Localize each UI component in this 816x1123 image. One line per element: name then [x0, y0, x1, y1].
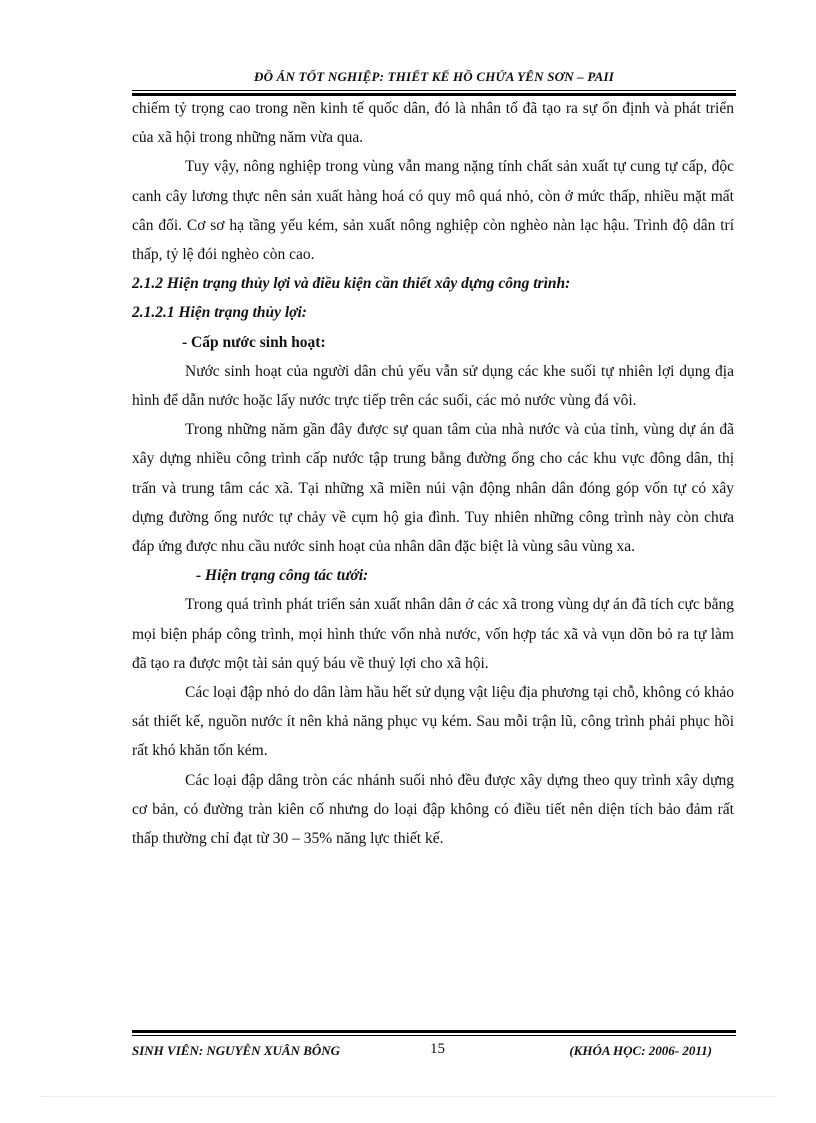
- page-number: 15: [430, 1041, 445, 1057]
- paragraph: Trong quá trình phát triển sản xuất nhân dân ở các xã trong vùng dự án đã tích cực bằng mọi biện pháp công trình, mọi hình thức vốn nhà nước, vốn hợp tác xã và vụn dõn bỏ ra tự làm đã tạo ra được một tài sản quý báu về thuỷ lợi cho xã hội.: [132, 596, 734, 672]
- paragraph: Các loại đập nhỏ do dân làm hầu hết sử dụng vật liệu địa phương tại chỗ, không có khảo sát thiết kế, nguồn nước ít nên khả năng phục vụ kém. Sau mỗi trận lũ, công trình phải phục hồi rất khó khăn tốn kém.: [132, 684, 734, 760]
- paragraph: Tuy vậy, nông nghiệp trong vùng vẫn mang nặng tính chất sản xuất tự cung tự cấp, độc canh cây lương thực nên sản xuất hàng hoá có quy mô quá nhỏ, còn ở mức thấp, nhiều mặt mất cân đối. Cơ sơ hạ tầng yếu kém, sản xuất nông nghiệp còn nghèo nàn lạc hậu. Trình độ dân trí thấp, tỷ lệ đói nghèo còn cao.: [132, 158, 734, 264]
- paragraph: Nước sinh hoạt của người dân chủ yếu vẫn sử dụng các khe suối tự nhiên lợi dụng địa hình để dẫn nước hoặc lấy nước trực tiếp trên các suối, các mỏ nước vùng đá vôi.: [132, 362, 734, 410]
- footer-rule-thick: [132, 1030, 736, 1033]
- bottom-dotted-line: [40, 1096, 776, 1097]
- footer-student-name: SINH VIÊN: NGUYỄN XUÂN BÔNG: [132, 1043, 341, 1058]
- footer-course-years: (KHÓA HỌC: 2006- 2011): [569, 1043, 712, 1058]
- page-header-title: ĐỒ ÁN TỐT NGHIỆP: THIẾT KẾ HỒ CHỨA YÊN SƠN – PAII: [254, 69, 614, 84]
- paragraph: Các loại đập dâng tròn các nhánh suối nhỏ đều được xây dựng theo quy trình xây dựng cơ bản, có đường tràn kiên cố nhưng do loại đập không có điều tiết nên diện tích bảo đảm rất thấp thường chỉ đạt từ 30 – 35% năng lực thiết kế.: [132, 771, 734, 848]
- page-footer: [132, 1043, 736, 1063]
- subsection-heading: 2.1.2.1 Hiện trạng thủy lợi:: [132, 304, 307, 322]
- page-body: [132, 94, 734, 853]
- header-rule-thin: [132, 90, 736, 91]
- section-heading: 2.1.2 Hiện trạng thủy lợi và điều kiện cần thiết xây dựng công trình:: [132, 275, 571, 293]
- paragraph: chiếm tỷ trọng cao trong nền kinh tế quốc dân, đó là nhân tố đã tạo ra sự ổn định và phát triển của xã hội trong những năm vừa qua.: [132, 100, 734, 147]
- footer-rule-thin: [132, 1035, 736, 1036]
- topic-heading: - Hiện trạng công tác tưới:: [196, 567, 369, 585]
- paragraph: Trong những năm gần đây được sự quan tâm của nhà nước và của tỉnh, vùng dự án đã xây dựng nhiều công trình cấp nước tập trung bằng đường ống cho các khu vực đông dân, thị trấn và trung tâm các xã. Tại những xã miền núi vận động nhân dân đóng góp vốn tự có xây dựng đường ống nước tự chảy về cụm hộ gia đình. Tuy nhiên những công trình này còn chưa đáp ứng được nhu cầu nước sinh hoạt của nhân dân đặc biệt là vùng sâu vùng xa.: [132, 421, 734, 556]
- topic-heading: - Cấp nước sinh hoạt:: [182, 333, 326, 351]
